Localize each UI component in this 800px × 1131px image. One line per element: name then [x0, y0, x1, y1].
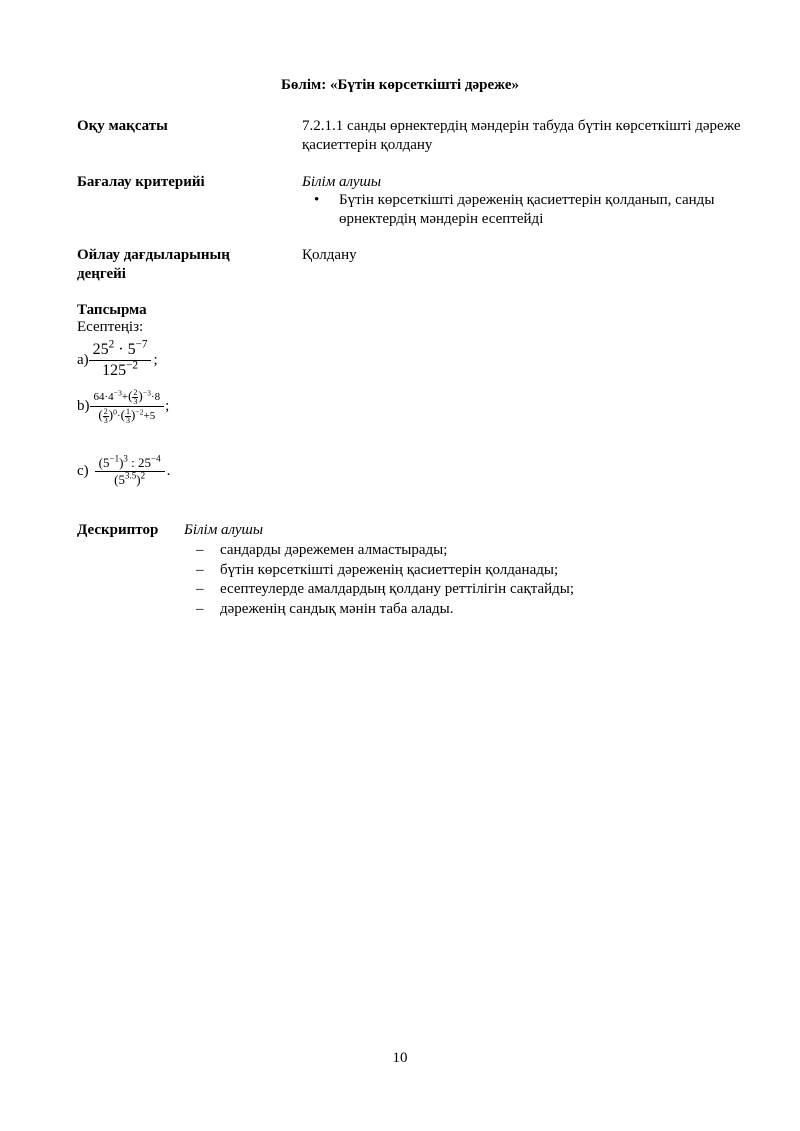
thinking-skills-label: [77, 246, 230, 284]
learning-objective-value: 7.2.1.1 санды өрнектердің мәндерін табуда бүтін көрсеткішті дәреже қасиеттерін қолдану: [302, 118, 741, 153]
task-c-label: c): [77, 463, 89, 480]
task-heading: Тапсырма: [77, 302, 147, 318]
assessment-criteria-intro: Білім алушы: [302, 174, 382, 190]
descriptor-item: [196, 600, 453, 619]
assessment-criteria-label: Бағалау критерийі: [77, 174, 205, 190]
thinking-skills-label-line2: деңгейі: [77, 266, 126, 282]
dash-icon: –: [196, 581, 204, 597]
descriptor-label: Дескриптор: [77, 522, 159, 538]
descriptor-item-text: есептеулерде амалдардың қолдану реттілігін сақтайды;: [220, 581, 575, 597]
dash-icon: –: [196, 542, 204, 558]
descriptor-intro: Білім алушы: [184, 522, 264, 538]
descriptor-item-text: сандарды дәрежемен алмастырады;: [220, 542, 448, 558]
task-a-expression: $\frac{25^2 \cdot 5^{-7}}{125^{-2}}$: [89, 340, 152, 381]
page-number: 10: [392, 1050, 408, 1066]
dash-icon: –: [196, 562, 204, 578]
thinking-skills-value: Қолдану: [302, 247, 357, 263]
section-title: Бөлім: «Бүтін көрсеткішті дәреже»: [280, 77, 519, 93]
descriptor-item: [196, 541, 447, 560]
bullet-icon: •: [314, 192, 320, 208]
descriptor-item-text: бүтін көрсеткішті дәреженің қасиеттерін қолданады;: [220, 562, 559, 578]
task-instruction: Есептеңіз:: [77, 319, 144, 335]
descriptor-item: [196, 580, 574, 599]
task-a-label: a): [77, 352, 89, 368]
dash-icon: –: [196, 601, 204, 617]
descriptor-item-text: дәреженің сандық мәнін таба алады.: [220, 601, 454, 617]
task-b-label: b): [77, 398, 90, 415]
task-c: c) $\frac{(5^{-1})^3 : 25^{-4}}{(5^{3.5})^2}$ .: [77, 453, 171, 488]
thinking-skills-label-line1: Ойлау дағдыларының: [77, 247, 230, 263]
descriptor-item: [196, 561, 558, 580]
task-a: a) $\frac{25^2 \cdot 5^{-7}}{125^{-2}}$ ;: [77, 338, 158, 379]
task-c-expression: $\frac{(5^{-1})^3 : 25^{-4}}{(5^{3.5})^2}$: [95, 455, 165, 489]
assessment-criteria-text: Бүтін көрсеткішті дәреженің қасиеттерін қолданып, санды өрнектердің мәндерін есептейді: [338, 192, 715, 227]
task-b: b) $64\cdot 4^{-3}+$( $\frac{2}{3}$ )$^{-3}$·8 ( $\frac{2}{3}$ )$^0$·( $\frac{1}{3}$ )$^{-2}$+5 ;: [77, 387, 170, 426]
assessment-criteria-bullet: [314, 191, 744, 229]
task-b-expression: $64\cdot 4^{-3}+$( $\frac{2}{3}$ )$^{-3}$·8 ( $\frac{2}{3}$ )$^0$·( $\frac{1}{3}$ )$^{-2}$+5: [90, 388, 165, 426]
learning-objective-label: Оқу мақсаты: [77, 118, 168, 134]
